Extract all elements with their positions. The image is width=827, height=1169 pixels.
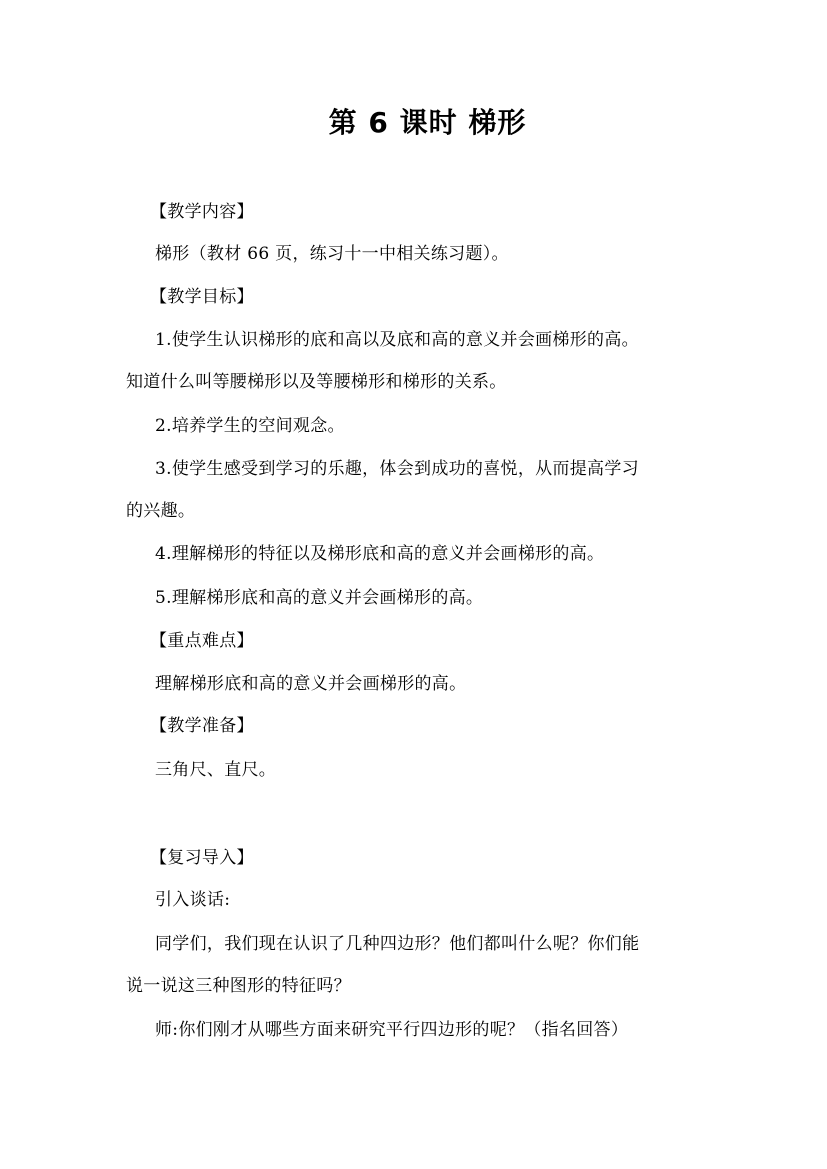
content-text: 梯形（教材 66 页，练习十一中相关练习题）。: [155, 244, 509, 264]
section-heading-prep: 【教学准备】: [150, 716, 254, 736]
goal-3-line1: 3.使学生感受到学习的乐趣，体会到成功的喜悦，从而提高学习: [155, 459, 639, 479]
section-heading-review: 【复习导入】: [150, 848, 254, 868]
intro-line1: 同学们，我们现在认识了几种四边形？他们都叫什么呢？你们能: [155, 934, 640, 954]
goal-4: 4.理解梯形的特征以及梯形底和高的意义并会画梯形的高。: [155, 544, 605, 564]
section-heading-goals: 【教学目标】: [150, 287, 254, 307]
prep-text: 三角尺、直尺。: [155, 760, 277, 780]
goal-5: 5.理解梯形底和高的意义并会画梯形的高。: [155, 588, 484, 608]
section-heading-key: 【重点难点】: [150, 631, 254, 651]
intro-line2: 说一说这三种图形的特征吗？: [126, 976, 351, 996]
page-title: 第 6 课时 梯形: [328, 106, 527, 139]
goal-3-line2: 的兴趣。: [126, 501, 196, 521]
key-text: 理解梯形底和高的意义并会画梯形的高。: [155, 674, 467, 694]
goal-1-line2: 知道什么叫等腰梯形以及等腰梯形和梯形的关系。: [126, 372, 507, 392]
goal-1-line1: 1.使学生认识梯形的底和高以及底和高的意义并会画梯形的高。: [155, 330, 639, 350]
intro-label: 引入谈话:: [155, 890, 231, 910]
section-heading-content: 【教学内容】: [150, 202, 254, 222]
teacher-line: 师:你们刚才从哪些方面来研究平行四边形的呢？（指名回答）: [155, 1020, 629, 1040]
goal-2: 2.培养学生的空间观念。: [155, 416, 345, 436]
